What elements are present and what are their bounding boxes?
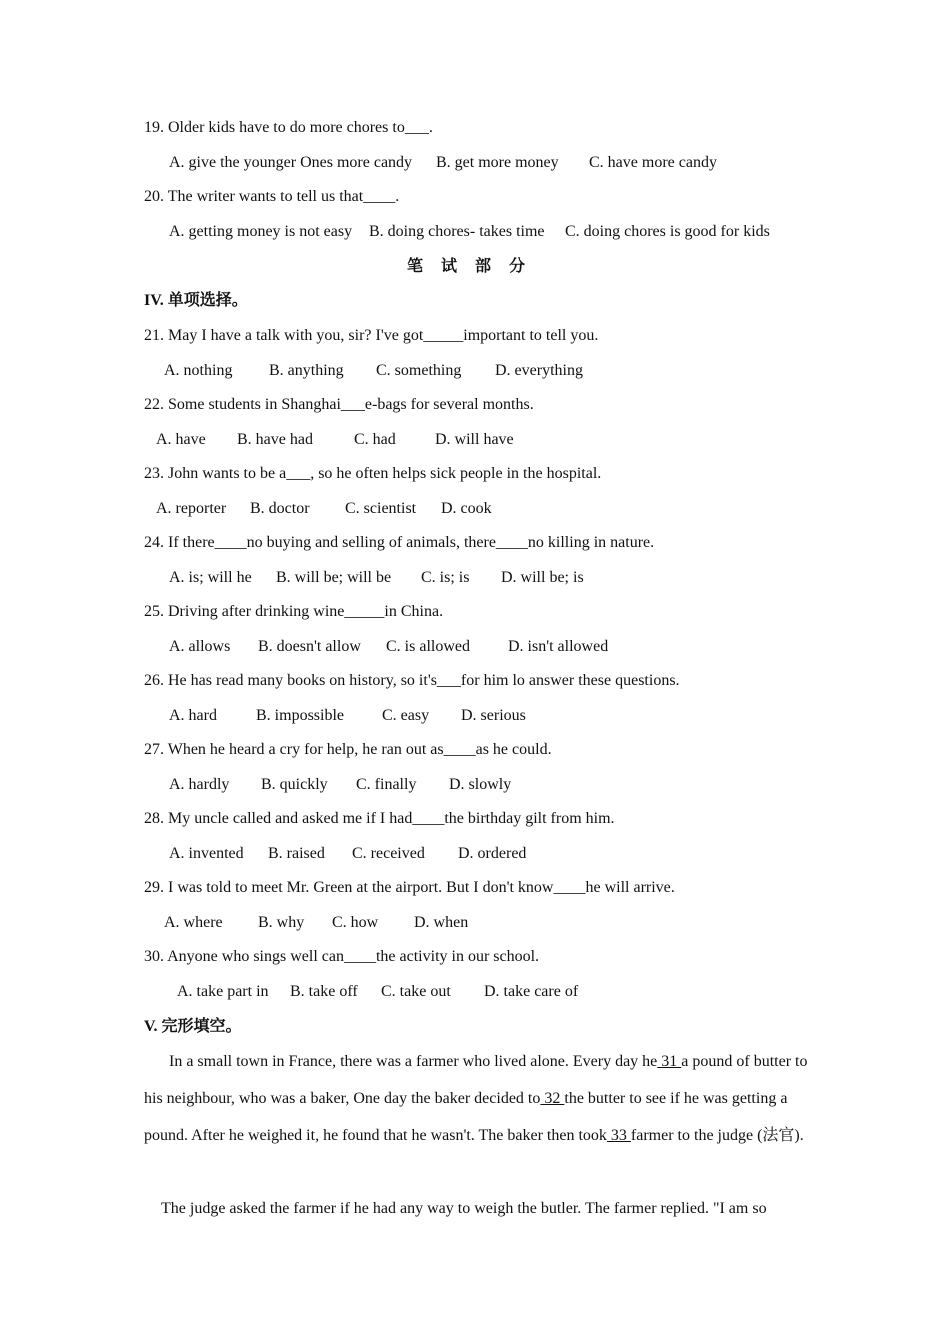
q20-stem: 20. The writer wants to tell us that____. [144,188,400,205]
q23-option-b: B. doctor [250,500,310,517]
q26-option-d: D. serious [461,707,526,724]
section-4-title: IV. 单项选择。 [144,292,248,309]
q24-option-a: A. is; will he [169,569,252,586]
blank-31: 31 [657,1053,682,1070]
q21-stem: 21. May I have a talk with you, sir? I've got_____important to tell you. [144,327,599,344]
q21-option-a: A. nothing [164,362,233,379]
q30-option-a: A. take part in [177,983,269,1000]
q19-option-a: A. give the younger Ones more candy [169,154,413,171]
q27-option-a: A. hardly [169,776,230,793]
q29-option-d: D. when [414,914,469,931]
q24-option-b: B. will be; will be [276,569,392,586]
q19-option-b: B. get more money [436,154,559,171]
q23-stem: 23. John wants to be a___, so he often helps sick people in the hospital. [144,465,602,482]
q30-option-d: D. take care of [484,983,579,1000]
q28-option-c: C. received [352,845,425,862]
q30-option-b: B. take off [290,983,358,1000]
q27-option-c: C. finally [356,776,417,793]
cloze-text-1: In a small town in France, there was a farmer who lived alone. Every day he [169,1053,658,1070]
q28-option-d: D. ordered [458,845,527,862]
blank-32: 32 [540,1090,565,1107]
q22-option-c: C. had [354,431,396,448]
cloze-text-4: farmer to the judge (法官). [630,1127,804,1144]
q19-option-c: C. have more candy [589,154,717,171]
q24-stem: 24. If there____no buying and selling of animals, there____no killing in nature. [144,534,655,551]
q26-stem: 26. He has read many books on history, so it's___for him lo answer these questions. [144,672,680,689]
q25-option-d: D. isn't allowed [508,638,609,655]
q30-option-c: C. take out [381,983,451,1000]
q24-option-d: D. will be; is [501,569,584,586]
q23-option-c: C. scientist [345,500,417,517]
q23-option-d: D. cook [441,500,492,517]
q29-stem: 29. I was told to meet Mr. Green at the airport. But I don't know____he will arrive. [144,879,675,896]
q28-option-b: B. raised [268,845,325,862]
q20-option-b: B. doing chores- takes time [369,223,545,240]
q27-option-d: D. slowly [449,776,512,793]
q29-option-a: A. where [164,914,223,931]
q27-option-b: B. quickly [261,776,328,793]
q26-option-b: B. impossible [256,707,345,724]
q29-option-b: B. why [258,914,305,931]
q30-stem: 30. Anyone who sings well can____the activity in our school. [144,948,540,965]
q25-stem: 25. Driving after drinking wine_____in China. [144,603,444,620]
q25-option-a: A. allows [169,638,231,655]
q21-option-d: D. everything [495,362,583,379]
q26-option-a: A. hard [169,707,217,724]
q27-stem: 27. When he heard a cry for help, he ran out as____as he could. [144,741,552,758]
q25-option-c: C. is allowed [386,638,470,655]
q22-option-b: B. have had [237,431,313,448]
q20-option-c: C. doing chores is good for kids [565,223,770,240]
q28-stem: 28. My uncle called and asked me if I had____the birthday gilt from him. [144,810,615,827]
section-5-title: V. 完形填空。 [144,1018,242,1035]
written-section-title: 笔试部分 [406,258,543,275]
q19-stem: 19. Older kids have to do more chores to___. [144,119,433,136]
cloze-paragraph-1 [144,1043,814,1154]
q22-stem: 22. Some students in Shanghai___e-bags for several months. [144,396,534,413]
q20-option-a: A. getting money is not easy [169,223,353,240]
cloze-paragraph-2: The judge asked the farmer if he had any way to weigh the butler. The farmer replied. "I am so [161,1200,767,1217]
q26-option-c: C. easy [382,707,430,724]
q22-option-a: A. have [156,431,206,448]
cloze-text-2: a pound of butter to his neighbour, who was a baker, One day the baker decided to [144,1053,808,1107]
q24-option-c: C. is; is [421,569,470,586]
cloze-text-3: the butter to see if he was getting a pound. After he weighed it, he found that he wasn't. The baker then took [144,1090,788,1144]
q21-option-b: B. anything [269,362,344,379]
q22-option-d: D. will have [435,431,514,448]
q21-option-c: C. something [376,362,462,379]
q23-option-a: A. reporter [156,500,227,517]
blank-33: 33 [606,1127,631,1144]
q28-option-a: A. invented [169,845,244,862]
q25-option-b: B. doesn't allow [258,638,361,655]
q29-option-c: C. how [332,914,379,931]
